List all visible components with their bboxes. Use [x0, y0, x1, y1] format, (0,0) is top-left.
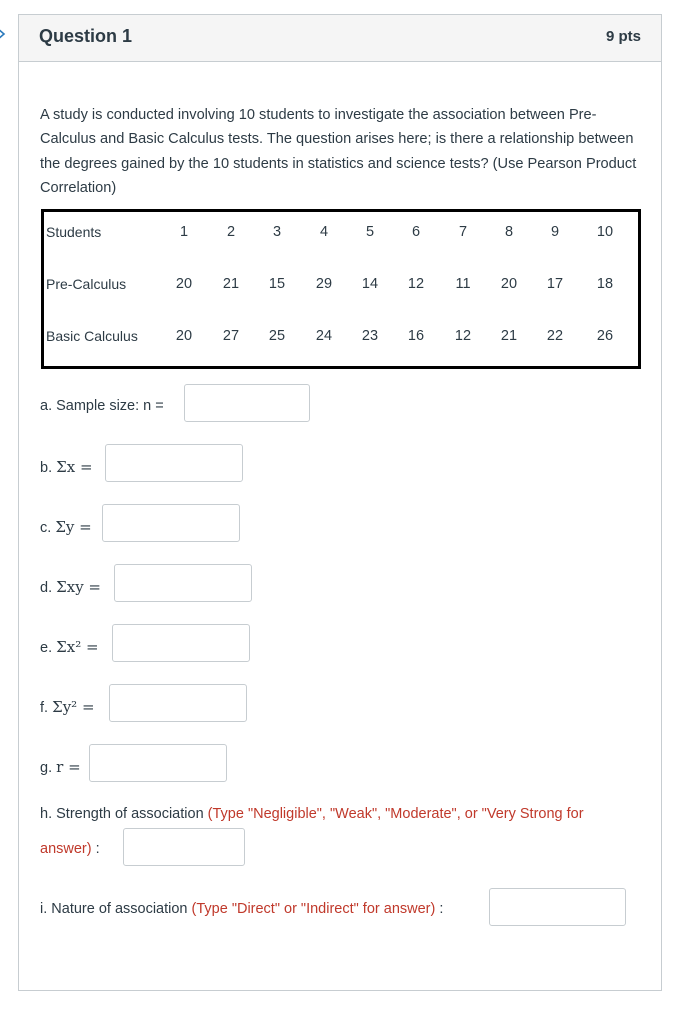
- table-cell: 3: [272, 224, 282, 240]
- table-cell: 29: [315, 276, 333, 292]
- sum-y-expression: Σy =: [55, 518, 92, 536]
- table-cell: 12: [454, 328, 472, 344]
- table-cell: 26: [596, 328, 614, 344]
- strength-input[interactable]: [123, 828, 245, 866]
- question-prompt: A study is conducted involving 10 students to investigate the association between Pre-Calculus and Basic Calculus tests. The question arises here; is there a relationship between the degrees gained by the 10 students in statistics and science tests? (Use Pearson Product Correlation): [40, 107, 637, 196]
- part-g-label: [40, 758, 81, 776]
- part-h-hint-b: answer): [40, 841, 92, 857]
- part-f-label: [40, 698, 95, 716]
- table-cell: 20: [175, 328, 193, 344]
- data-table: [41, 209, 641, 369]
- table-cell: 6: [411, 224, 421, 240]
- part-i-hint: (Type "Direct" or "Indirect" for answer): [191, 901, 436, 917]
- sum-y-squared-expression: Σy² =: [52, 698, 95, 716]
- part-h-line1: [40, 806, 584, 822]
- part-b-label: [40, 458, 93, 476]
- r-expression: r =: [56, 758, 81, 776]
- table-cell: 24: [315, 328, 333, 344]
- sum-x-squared-input[interactable]: [112, 624, 250, 662]
- part-h-colon: :: [95, 841, 100, 857]
- table-row-label: Basic Calculus: [46, 328, 138, 344]
- table-cell: 21: [500, 328, 518, 344]
- nav-chevron-icon[interactable]: [0, 27, 8, 41]
- table-cell: 14: [361, 276, 379, 292]
- r-input[interactable]: [89, 744, 227, 782]
- sum-y-squared-input[interactable]: [109, 684, 247, 722]
- part-e-label: [40, 638, 99, 656]
- sum-x-input[interactable]: [105, 444, 243, 482]
- part-h-hint-a: (Type "Negligible", "Weak", "Moderate", or "Very Strong for: [207, 806, 584, 822]
- part-i-label: i. Nature of association: [40, 901, 188, 917]
- sum-x-squared-expression: Σx² =: [56, 638, 99, 656]
- part-i-line: [40, 901, 443, 917]
- sample-size-input[interactable]: [184, 384, 310, 422]
- sum-x-expression: Σx =: [56, 458, 93, 476]
- table-row-label: Pre-Calculus: [46, 276, 127, 292]
- part-b-prefix: b.: [40, 460, 53, 476]
- table-cell: 25: [268, 328, 286, 344]
- table-cell: 7: [458, 224, 468, 240]
- part-d-label: [40, 578, 101, 596]
- table-cell: 2: [226, 224, 236, 240]
- question-points: 9 pts: [605, 28, 641, 45]
- part-d-prefix: d.: [40, 580, 53, 596]
- table-cell: 20: [175, 276, 193, 292]
- table-cell: 5: [365, 224, 375, 240]
- table-cell: 17: [546, 276, 564, 292]
- question-title: Question 1: [39, 26, 133, 46]
- table-cell: 4: [319, 224, 329, 240]
- part-g-prefix: g.: [40, 760, 53, 776]
- table-row-label: Students: [46, 224, 102, 240]
- part-h-label: h. Strength of association: [40, 806, 204, 822]
- table-cell: 9: [550, 224, 560, 240]
- table-cell: 22: [546, 328, 564, 344]
- table-cell: 23: [361, 328, 379, 344]
- table-cell: 27: [222, 328, 240, 344]
- nature-input[interactable]: [489, 888, 626, 926]
- table-cell: 15: [268, 276, 286, 292]
- sum-y-input[interactable]: [102, 504, 240, 542]
- table-cell: 16: [407, 328, 425, 344]
- sum-xy-expression: Σxy =: [56, 578, 102, 596]
- part-h-line2: [40, 841, 100, 857]
- question-header: [19, 15, 661, 62]
- table-cell: 18: [596, 276, 614, 292]
- table-cell: 1: [179, 224, 189, 240]
- part-c-prefix: c.: [40, 520, 52, 536]
- table-cell: 20: [500, 276, 518, 292]
- part-e-prefix: e.: [40, 640, 53, 656]
- sum-xy-input[interactable]: [114, 564, 252, 602]
- table-cell: 8: [504, 224, 514, 240]
- table-cell: 21: [222, 276, 240, 292]
- table-cell: 11: [455, 276, 471, 292]
- part-a-label: a. Sample size: n =: [40, 398, 164, 414]
- table-cell: 10: [596, 224, 614, 240]
- question-card: [18, 14, 662, 991]
- part-i-colon: :: [439, 901, 444, 917]
- part-f-prefix: f.: [40, 700, 49, 716]
- part-c-label: [40, 518, 92, 536]
- table-cell: 12: [407, 276, 425, 292]
